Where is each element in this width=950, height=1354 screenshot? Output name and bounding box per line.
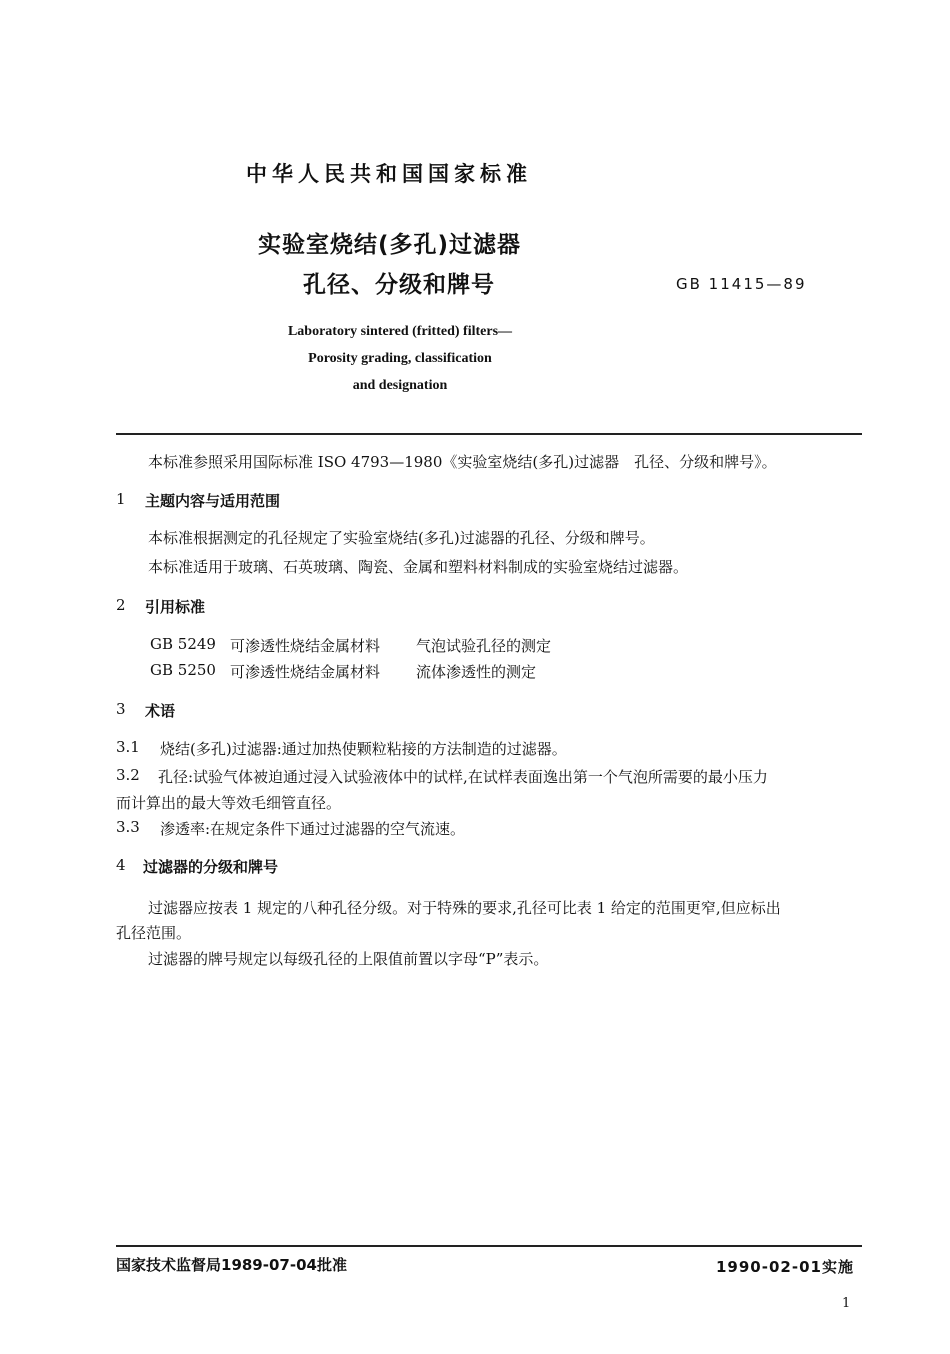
implementation-date: 1990-02-01实施: [716, 1258, 854, 1276]
english-title-line3: and designation: [352, 378, 448, 393]
ref-2-code: GB 5250: [150, 661, 216, 679]
english-title: [200, 318, 600, 399]
term-3-2-number: 3.2: [116, 766, 140, 784]
section-2-number: 2: [116, 596, 126, 614]
section-1-paragraph-2: 本标准适用于玻璃、石英玻璃、陶瓷、金属和塑料材料制成的实验室烧结过滤器。: [148, 558, 689, 576]
page-number: 1: [842, 1296, 851, 1311]
section-1-title: 主题内容与适用范围: [145, 492, 281, 510]
term-3-3-number: 3.3: [116, 818, 140, 836]
section-3-title: 术语: [145, 702, 176, 720]
english-title-line1: Laboratory sintered (fritted) filters—: [287, 324, 513, 339]
section-4-paragraph-1-continued: 孔径范围。: [116, 924, 192, 942]
ref-1-desc: 气泡试验孔径的测定: [416, 637, 552, 655]
term-3-3-text: 渗透率:在规定条件下通过过滤器的空气流速。: [160, 820, 466, 838]
ref-1-code: GB 5249: [150, 635, 216, 653]
intro-paragraph: 本标准参照采用国际标准 ISO 4793—1980《实验室烧结(多孔)过滤器 孔径、分级和牌号》。: [148, 453, 777, 471]
section-1-paragraph-1: 本标准根据测定的孔径规定了实验室烧结(多孔)过滤器的孔径、分级和牌号。: [148, 529, 655, 547]
header-divider: [116, 433, 862, 435]
term-3-1-number: 3.1: [116, 738, 140, 756]
section-3-number: 3: [116, 700, 126, 718]
ref-2-name: 可渗透性烧结金属材料: [230, 663, 381, 681]
chinese-title-line2: 孔径、分级和牌号: [303, 272, 495, 298]
term-3-2-continued: 而计算出的最大等效毛细管直径。: [116, 794, 342, 812]
ref-2-desc: 流体渗透性的测定: [416, 663, 537, 681]
term-3-1-text: 烧结(多孔)过滤器:通过加热使颗粒粘接的方法制造的过滤器。: [160, 740, 567, 758]
chinese-title-line1: 实验室烧结(多孔)过滤器: [258, 232, 522, 258]
footer-divider: [116, 1245, 862, 1247]
approval-date: 国家技术监督局1989-07-04批准: [116, 1256, 347, 1274]
section-2-title: 引用标准: [145, 598, 206, 616]
section-1-number: 1: [116, 490, 126, 508]
term-3-2-text: 孔径:试验气体被迫通过浸入试验液体中的试样,在试样表面逸出第一个气泡所需要的最小压力: [158, 768, 768, 786]
standard-number: GB 11415—89: [676, 275, 807, 293]
section-4-paragraph-1: 过滤器应按表 1 规定的八种孔径分级。对于特殊的要求,孔径可比表 1 给定的范围更窄,但应标出: [148, 899, 781, 917]
ref-1-name: 可渗透性烧结金属材料: [230, 637, 381, 655]
national-standard-heading: 中华人民共和国国家标准: [246, 162, 532, 186]
section-4-number: 4: [116, 856, 126, 874]
section-4-title: 过滤器的分级和牌号: [143, 858, 279, 876]
english-title-line2: Porosity grading, classification: [308, 351, 492, 366]
section-4-paragraph-2: 过滤器的牌号规定以每级孔径的上限值前置以字母“P”表示。: [148, 950, 549, 968]
